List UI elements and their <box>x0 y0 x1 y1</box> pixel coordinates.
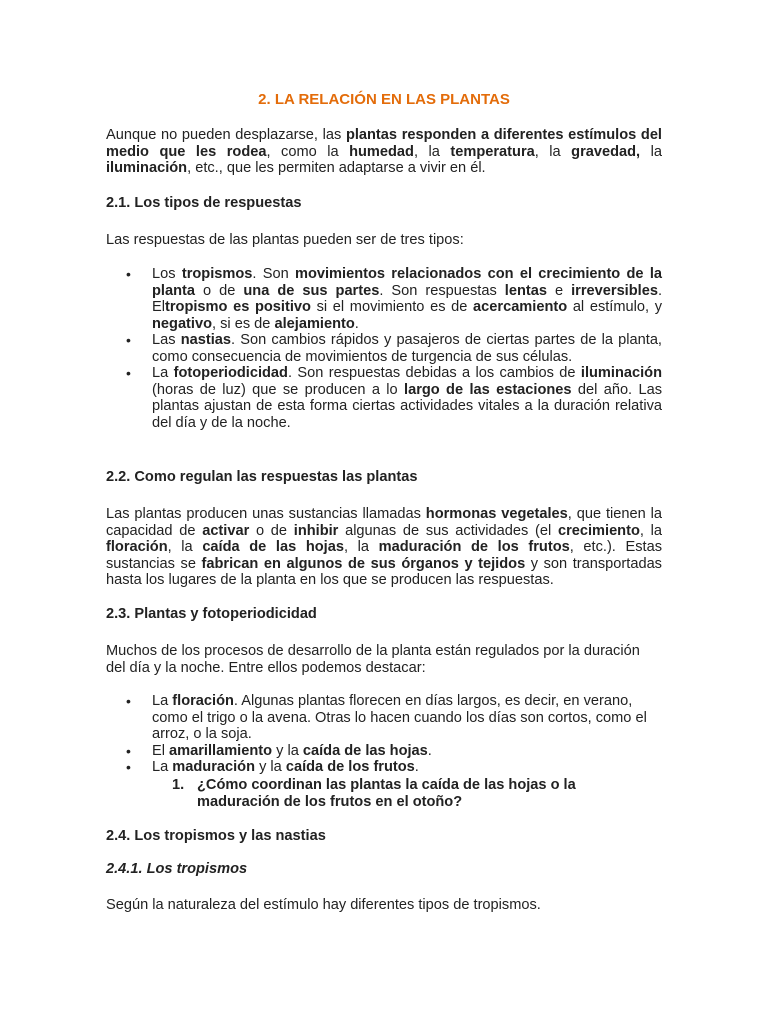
list-item-tropismos <box>106 266 662 332</box>
text-run: Aunque no pueden desplazarse, las <box>106 127 346 143</box>
text-run: , la <box>413 143 451 160</box>
bold-text-run: irreversibles <box>571 282 658 299</box>
bold-text-run: caída de las hojas <box>202 539 344 555</box>
bold-text-run: tropismo es positivo <box>164 299 311 315</box>
text-run: . <box>427 742 432 759</box>
bold-text-run: acercamiento <box>473 299 568 315</box>
bold-text-run: negativo <box>152 315 213 332</box>
intro-paragraph <box>106 127 662 177</box>
bold-text-run: amarillamiento <box>169 742 273 759</box>
text-run: . <box>414 759 419 775</box>
bold-text-run: maduración <box>172 759 256 775</box>
text-run: , si es de <box>212 315 275 332</box>
text-run: , etc.). Estas sustancias se <box>106 539 662 572</box>
bold-text-run: iluminación <box>580 365 662 381</box>
text-run: La <box>152 365 174 381</box>
text-run: , la <box>343 539 379 555</box>
text-run: , la <box>167 539 203 555</box>
question-item <box>172 777 662 810</box>
text-run: (horas de luz) que se producen a lo <box>152 381 405 398</box>
list-item-floracion <box>106 693 662 743</box>
page-title: 2. LA RELACIÓN EN LAS PLANTAS <box>258 91 510 108</box>
text-run: La <box>152 759 173 775</box>
section-heading-2-4: 2.4. Los tropismos y las nastias <box>106 828 326 844</box>
list-item-amarillamiento <box>106 743 662 760</box>
list-item-nastias <box>106 332 662 365</box>
section-2-4-1-paragraph: Según la naturaleza del estímulo hay diferentes tipos de tropismos. <box>106 897 541 913</box>
bold-text-run: humedad <box>349 143 414 160</box>
text-run: y son transportadas hasta los lugares de la planta en los que se producen las respuestas. <box>106 555 662 588</box>
bold-text-run: maduración de los frutos <box>378 539 570 555</box>
bold-text-run: largo de las estaciones <box>404 381 572 398</box>
fotoperiodicidad-list <box>106 693 662 776</box>
text-run: y la <box>272 742 303 759</box>
bold-text-run: floración <box>106 539 168 555</box>
bold-text-run: lentas <box>504 282 547 299</box>
text-run: . Algunas plantas florecen en días largos, es decir, en verano, como el trigo o la avena. Otras lo hacen cuando los días son cortos, como el arroz, o la soja. <box>152 693 647 742</box>
bold-text-run: temperatura <box>450 143 535 160</box>
text-run: del año. Las plantas ajustan de esta forma ciertas actividades vitales a la duración relativa del día y de la noche. <box>152 381 662 431</box>
text-run: . Son cambios rápidos y pasajeros de ciertas partes de la planta, como consecuencia de movimientos de turgencia de sus células. <box>152 332 662 365</box>
text-run: El <box>152 742 170 759</box>
text-run: algunas de sus actividades (el <box>338 522 558 539</box>
text-run: . Son respuestas debidas a los cambios de <box>287 365 581 381</box>
text-run: , etc., que les permiten adaptarse a vivir en él. <box>187 160 486 176</box>
bold-text-run: inhibir <box>293 522 339 539</box>
bold-text-run: activar <box>202 522 250 539</box>
response-types-list <box>106 266 662 431</box>
section-heading-2-1: 2.1. Los tipos de respuestas <box>106 195 302 211</box>
bold-text-run: movimientos relacionados con el crecimiento de la planta <box>152 266 662 299</box>
text-run: La <box>152 693 173 709</box>
bold-text-run: crecimiento <box>557 522 640 539</box>
bold-text-run: alejamiento <box>274 315 355 332</box>
section-2-1-lead: Las respuestas de las plantas pueden ser de tres tipos: <box>106 232 464 248</box>
text-run: , la <box>534 143 572 160</box>
bold-text-run: floración <box>172 693 234 709</box>
text-run: la <box>640 143 662 160</box>
section-heading-2-2: 2.2. Como regulan las respuestas las plantas <box>106 469 418 485</box>
text-run: al estímulo, y <box>567 299 662 315</box>
text-run: . Son <box>252 266 295 282</box>
bold-text-run: hormonas vegetales <box>425 506 568 522</box>
text-run: o de <box>194 282 244 299</box>
text-run: . Son respuestas <box>379 282 505 299</box>
text-run: Las <box>152 332 181 348</box>
text-run: Las plantas producen unas sustancias llamadas <box>106 506 426 522</box>
bold-text-run: caída de las hojas <box>302 742 428 759</box>
text-run: , la <box>639 522 663 539</box>
section-2-3-paragraph: Muchos de los procesos de desarrollo de la planta están regulados por la duración del día y la noche. Entre ellos podemos destacar: <box>106 643 640 676</box>
section-heading-2-3: 2.3. Plantas y fotoperiodicidad <box>106 606 317 622</box>
bold-text-run: una de sus partes <box>243 282 380 299</box>
text-run: e <box>546 282 572 299</box>
bold-text-run: gravedad, <box>571 143 641 160</box>
subsection-heading-2-4-1: 2.4.1. Los tropismos <box>106 861 248 877</box>
bold-text-run: caída de los frutos <box>285 759 415 775</box>
text-run: o de <box>249 522 294 539</box>
bold-text-run: iluminación <box>106 160 188 176</box>
bold-text-run: tropismos <box>181 266 253 282</box>
text-run: . <box>354 315 359 332</box>
text-run: Los <box>152 266 182 282</box>
bold-text-run: fabrican en algunos de sus órganos y tejidos <box>201 555 526 572</box>
text-run: , que tienen la capacidad de <box>106 506 662 539</box>
list-item-maduracion <box>106 759 662 776</box>
text-run: . El <box>152 282 663 315</box>
text-run: y la <box>255 759 286 775</box>
text-run: si el movimiento es de <box>310 299 474 315</box>
question-number: 1. <box>172 777 185 793</box>
question-text: ¿Cómo coordinan las plantas la caída de las hojas o la maduración de los frutos en el otoño? <box>197 777 576 810</box>
bold-text-run: nastias <box>180 332 232 348</box>
bold-text-run: plantas responden a diferentes estímulos del medio que les rodea <box>106 127 662 160</box>
bold-text-run: fotoperiodicidad <box>173 365 288 381</box>
list-item-fotoperiodicidad <box>106 365 662 431</box>
section-2-2-paragraph <box>106 506 662 589</box>
text-run: , como la <box>266 143 350 160</box>
